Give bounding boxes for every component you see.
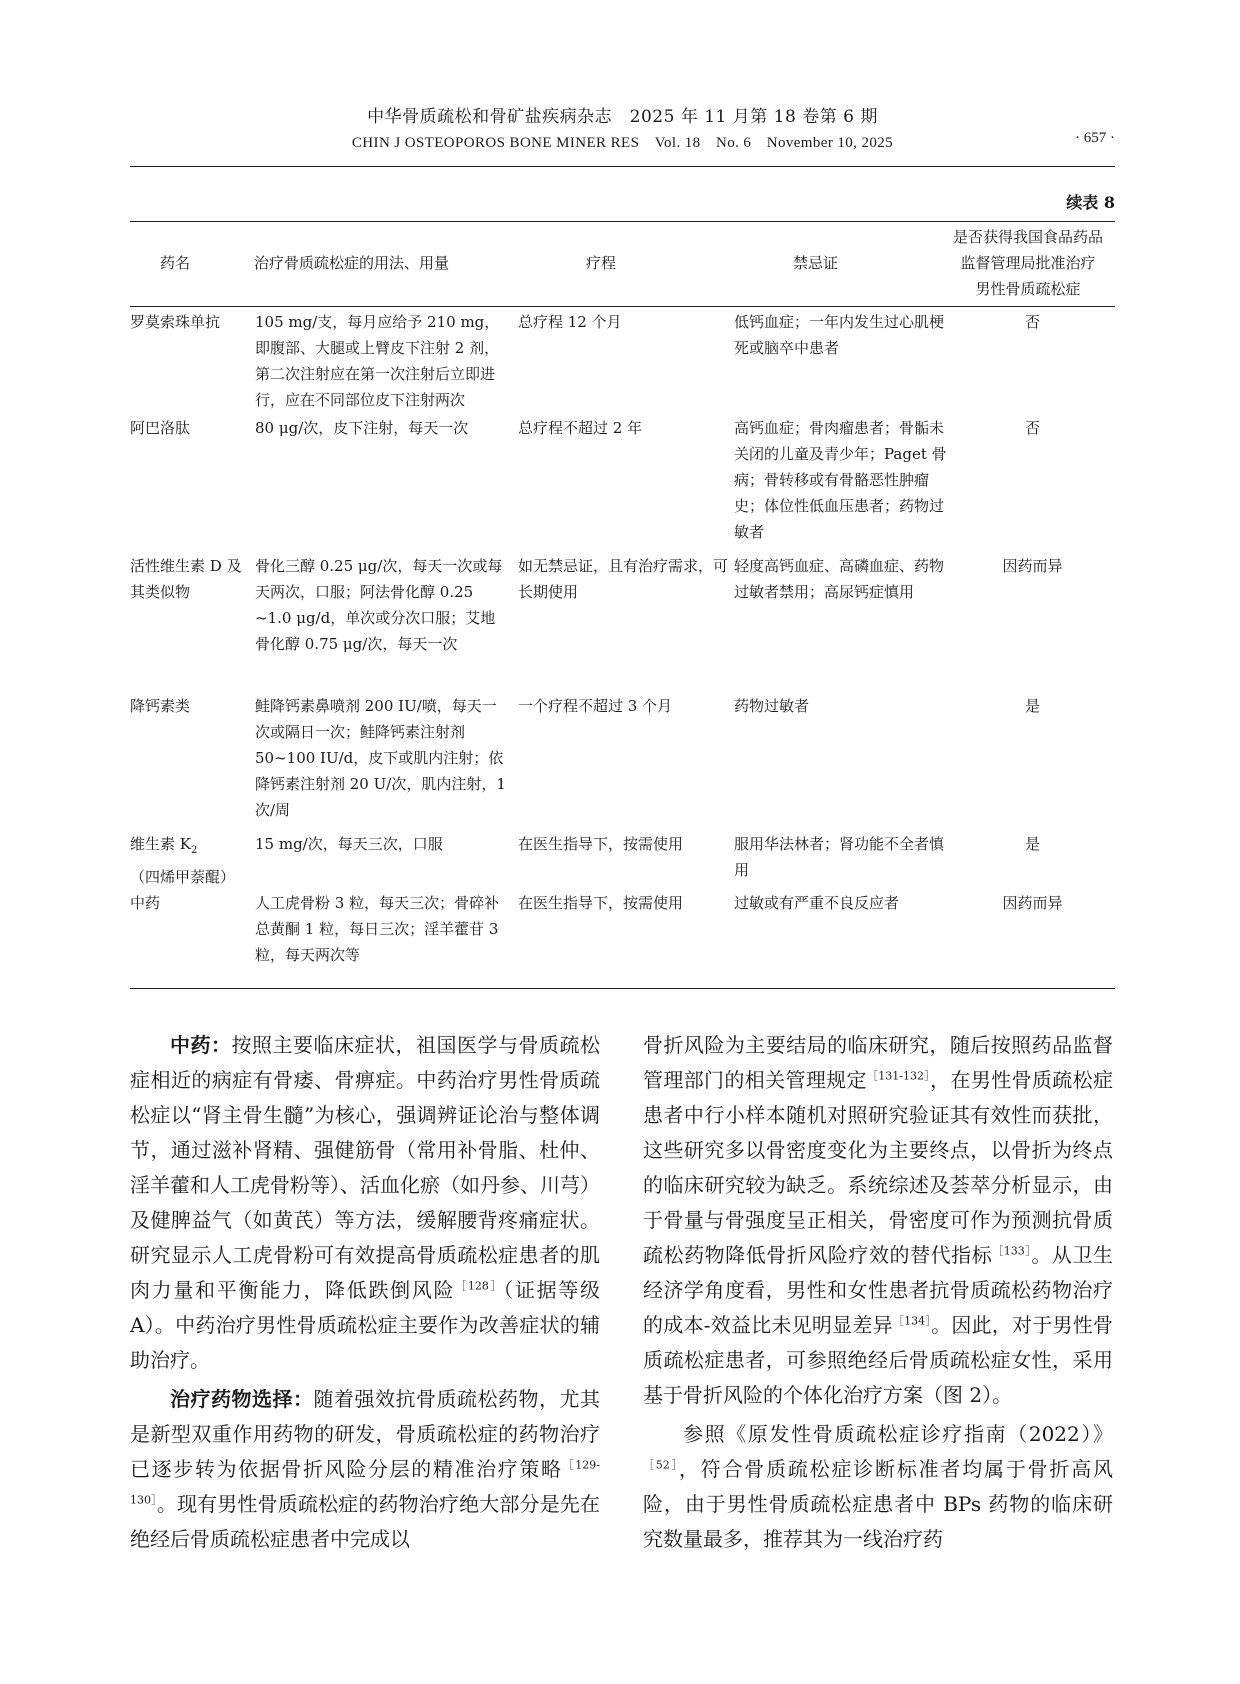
cell-approved: 否 [1024, 313, 1040, 331]
table-row [130, 831, 1115, 890]
cell-contra: 药物过敏者 [734, 697, 810, 715]
column-header-approved [928, 224, 1128, 302]
cell-usage: 105 mg/支，每月应给予 210 mg，即腹部、大腿或上臂皮下注射 2 剂，第二次注射应在第一次注射后立即进行，应在不同部位皮下注射两次 [255, 313, 500, 409]
drug-table [130, 309, 1115, 970]
paragraph-heading: 治疗药物选择： [170, 1387, 314, 1411]
column-header-course: 疗程 [586, 254, 617, 272]
cell-contra: 服用华法林者；肾功能不全者慎用 [734, 835, 945, 879]
cell-usage: 鲑降钙素鼻喷剂 200 IU/喷，每天一次或隔日一次；鲑降钙素注射剂 50~100 IU/d，皮下或肌内注射；依降钙素注射剂 20 U/次，肌内注射，1 次/周 [255, 697, 506, 819]
paragraph-text: 骨折风险为主要结局的临床研究，随后按照药品监督管理部门的相关管理规定 [643, 1033, 1113, 1092]
citation: ［129-130］ [130, 1458, 601, 1507]
cell-course: 总疗程 12 个月 [518, 313, 622, 331]
cell-usage: 骨化三醇 0.25 μg/次，每天一次或每天两次，口服；阿法骨化醇 0.25 ~1.0 μg/d，单次或分次口服；艾地骨化醇 0.75 μg/次，每天一次 [255, 557, 503, 653]
paragraph-text: ，符合骨质疏松症诊断标准者均属于骨折高风险，由于男性骨质疏松症患者中 BPs 药物的临床研究数量最多，推荐其为一线治疗药 [643, 1457, 1114, 1551]
column-header-approved-line: 男性骨质疏松症 [975, 280, 1081, 298]
running-header [130, 104, 1115, 156]
paragraph-heading: 中药： [170, 1033, 232, 1057]
paragraph-guideline [643, 1417, 1113, 1557]
cell-course: 在医生指导下，按需使用 [518, 894, 684, 912]
paragraph-text: 。从卫生经济学角度看，男性和女性患者抗骨质疏松药物治疗的成本-效益比未见明显差异 [643, 1243, 1114, 1337]
cell-name: 活性维生素 D 及其类似物 [130, 557, 242, 601]
journal-title-en: CHIN J OSTEOPOROS BONE MINER RES Vol. 18 No. 6 November 10, 2025 [351, 135, 894, 151]
paragraph-drug-selection [130, 1382, 600, 1557]
cell-usage: 人工虎骨粉 3 粒，每天三次；骨碎补总黄酮 1 粒，每日三次；淫羊藿苷 3 粒，每天两次等 [255, 894, 500, 964]
cell-approved: 否 [1024, 419, 1040, 437]
table-row [130, 553, 1115, 693]
header-divider [130, 166, 1115, 167]
cell-contra: 过敏或有严重不良反应者 [734, 894, 900, 912]
cell-approved: 因药而异 [1002, 557, 1063, 575]
table-row [130, 309, 1115, 415]
citation: ［134］ [892, 1314, 932, 1328]
cell-name: 降钙素类 [130, 697, 191, 715]
cell-usage: 80 μg/次，皮下注射，每天一次 [255, 419, 469, 437]
citation: ［128］ [455, 1279, 504, 1293]
cell-course: 在医生指导下，按需使用 [518, 835, 684, 853]
cell-name-main: 维生素 K [130, 835, 191, 853]
paragraph-text: 按照主要临床症状，祖国医学与骨质疏松症相近的病症有骨痿、骨痹症。中药治疗男性骨质疏松症以“肾主骨生髓”为核心，强调辨证论治与整体调节，通过滋补肾精、强健筋骨（常用补骨脂、杜仲、淫羊藿和人工虎骨粉等）、活血化瘀（如丹参、川芎）及健脾益气（如黄芪）等方法，缓解腰背疼痛症状。研究显示人工虎骨粉可有效提高骨质疏松症患者的肌肉力量和平衡能力，降低跌倒风险 [130, 1033, 600, 1302]
cell-approved: 是 [1024, 697, 1040, 715]
table-row [130, 890, 1115, 970]
cell-name: 阿巴洛肽 [130, 419, 191, 437]
column-header-name: 药名 [160, 254, 191, 272]
paragraph-text: 参照《原发性骨质疏松症诊疗指南（2022）》 [683, 1422, 1113, 1446]
body-column-right [643, 1028, 1113, 1557]
paragraph-text: 随着强效抗骨质疏松药物，尤其是新型双重作用药物的研发，骨质疏松症的药物治疗已逐步转为依据骨折风险分层的精准治疗策略 [130, 1387, 600, 1481]
table-row [130, 415, 1115, 553]
paragraph-text: 。因此，对于男性骨质疏松症患者，可参照绝经后骨质疏松症女性，采用基于骨折风险的个体化治疗方案（图 2）。 [643, 1313, 1114, 1407]
table-header-rule [130, 306, 1115, 307]
journal-title-cn: 中华骨质疏松和骨矿盐疾病杂志 2025 年 11 月第 18 卷第 6 期 [367, 107, 878, 127]
cell-contra: 轻度高钙血症、高磷血症、药物过敏者禁用；高尿钙症慎用 [734, 557, 945, 601]
paragraph-text: 。现有男性骨质疏松症的药物治疗绝大部分是先在绝经后骨质疏松症患者中完成以 [130, 1492, 601, 1551]
cell-course: 一个疗程不超过 3 个月 [518, 697, 673, 715]
table-top-rule [130, 221, 1115, 222]
cell-name: 中药 [130, 894, 161, 912]
cell-contra: 高钙血症；骨肉瘤患者；骨骺未关闭的儿童及青少年；Paget 骨病；骨转移或有骨骼恶性肿瘤史；体位性低血压患者；药物过敏者 [734, 419, 947, 541]
table-continued-label: 续表 8 [1066, 193, 1115, 212]
citation: ［131-132］ [866, 1069, 931, 1083]
column-header-approved-line: 是否获得我国食品药品 [952, 228, 1103, 246]
cell-usage: 15 mg/次，每天三次，口服 [255, 835, 443, 853]
column-header-usage: 治疗骨质疏松症的用法、用量 [254, 254, 450, 272]
cell-approved: 因药而异 [1002, 894, 1063, 912]
paragraph-drug-selection-cont [643, 1028, 1113, 1413]
cell-course: 如无禁忌证，且有治疗需求，可长期使用 [518, 557, 729, 601]
cell-name-secondary: （四烯甲萘醌） [130, 868, 236, 886]
paragraph-tcm [130, 1028, 600, 1378]
column-header-approved-line: 监督管理局批准治疗 [960, 254, 1096, 272]
table-bottom-rule [130, 988, 1115, 989]
page-number: · 657 · [1075, 130, 1115, 146]
table-row [130, 693, 1115, 831]
cell-name: 罗莫索珠单抗 [130, 313, 221, 331]
paragraph-text: （证据等级 A）。中药治疗男性骨质疏松症主要作为改善症状的辅助治疗。 [130, 1278, 601, 1372]
cell-course: 总疗程不超过 2 年 [518, 419, 643, 437]
column-header-contra: 禁忌证 [793, 254, 839, 272]
body-column-left [130, 1028, 600, 1557]
cell-approved: 是 [1024, 835, 1040, 853]
citation: ［52］ [643, 1458, 679, 1472]
cell-name [130, 831, 255, 890]
paragraph-text: ，在男性骨质疏松症患者中行小样本随机对照研究验证其有效性而获批，这些研究多以骨密度变化为主要终点，以骨折为终点的临床研究较为缺乏。系统综述及荟萃分析显示，由于骨量与骨强度呈正相关，骨密度可作为预测抗骨质疏松药物降低骨折风险疗效的替代指标 [643, 1068, 1114, 1267]
cell-name-subscript: 2 [190, 845, 198, 856]
citation: ［133］ [992, 1244, 1032, 1258]
cell-contra: 低钙血症；一年内发生过心肌梗死或脑卒中患者 [734, 313, 945, 357]
